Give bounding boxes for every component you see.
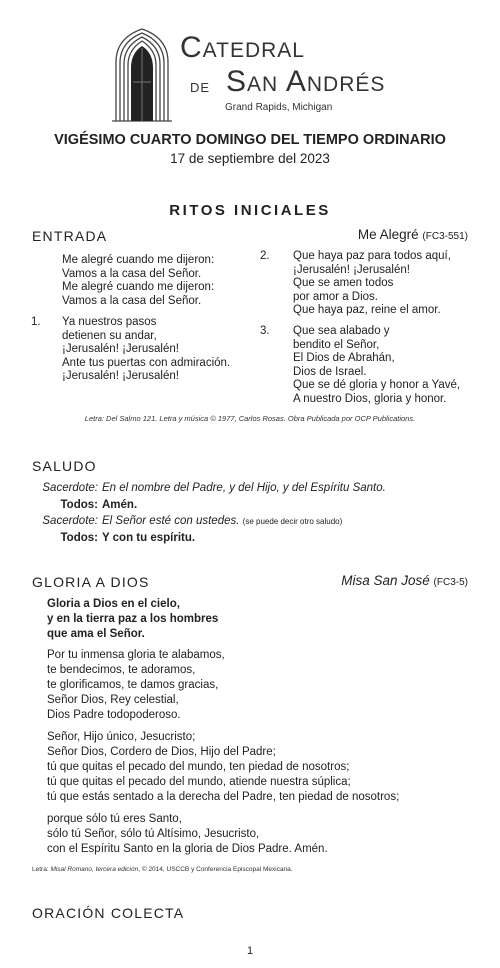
verse-line: detienen su andar, xyxy=(62,329,157,342)
cathedral-window-icon xyxy=(112,26,172,122)
verse-number: 3. xyxy=(260,325,270,337)
verse-line: bendito el Señor, xyxy=(293,338,380,351)
verse-line: A nuestro Dios, gloria y honor. xyxy=(293,392,447,405)
gloria-line: que ama el Señor. xyxy=(47,628,145,640)
speaker: Sacerdote: xyxy=(42,515,98,527)
verse-line: Que sea alabado y xyxy=(293,325,390,337)
response: El Señor esté con ustedes. xyxy=(102,515,240,527)
verse-number: 1. xyxy=(31,316,41,328)
dialogue-row xyxy=(40,480,480,496)
gloria-line: tú que quitas el pecado del mundo, ten piedad de nosotros; xyxy=(47,761,350,773)
mass-title: Misa San José xyxy=(341,573,430,588)
gloria-mass-title xyxy=(341,573,468,588)
verse-line: Que se dé gloria y honor a Yavé, xyxy=(293,379,461,391)
gloria-stanza-3 xyxy=(47,812,328,857)
verse-line: Que haya paz, reine el amor. xyxy=(293,304,441,316)
verse-line: Ya nuestros pasos xyxy=(62,316,157,328)
verse-line: Vamos a la casa del Señor. xyxy=(62,294,202,307)
gloria-line: Gloria a Dios en el cielo, xyxy=(47,598,180,610)
speaker: Sacerdote: xyxy=(42,482,98,494)
header-city: Grand Rapids, Michigan xyxy=(225,102,333,113)
verse-line: por amor a Dios. xyxy=(293,290,379,303)
verse-line: Que se amen todos xyxy=(293,277,394,289)
header-name-line2: San Andrés xyxy=(226,65,386,98)
credit-rest: , © 2014, USCCB y Conferencia Episcopal Mexicana. xyxy=(138,866,293,873)
gloria-line: con el Espíritu Santo en la gloria de Dios Padre. Amén. xyxy=(47,843,328,855)
entrada-verse-1 xyxy=(62,316,230,384)
gloria-line: Señor Dios, Rey celestial, xyxy=(47,694,179,706)
verse-line: Dios de Israel. xyxy=(293,365,367,378)
gloria-line: Dios Padre todopoderoso. xyxy=(47,709,181,721)
gloria-line: porque sólo tú eres Santo, xyxy=(47,813,182,825)
gloria-line: te glorificamos, te damos gracias, xyxy=(47,679,219,691)
entrada-label: ENTRADA xyxy=(32,228,108,244)
dialogue-row xyxy=(40,530,480,546)
credit-source: Misal Romano, tercera edición xyxy=(50,866,139,873)
header-name-line1: Catedral xyxy=(180,31,305,64)
gloria-line: y en la tierra paz a los hombres xyxy=(47,613,219,625)
verse-line: ¡Jerusalén! ¡Jerusalén! xyxy=(293,263,410,276)
response: Amén. xyxy=(102,498,138,511)
gloria-refrain xyxy=(47,597,218,642)
verse-line: Ante tus puertas con admiración. xyxy=(62,356,231,369)
verse-line: Me alegré cuando me dijeron: xyxy=(62,281,215,293)
gloria-line: Por tu inmensa gloria te alabamos, xyxy=(47,649,225,661)
entrada-verse-3 xyxy=(293,325,460,406)
page-date: 17 de septiembre del 2023 xyxy=(170,151,330,166)
verse-line: ¡Jerusalén! ¡Jerusalén! xyxy=(62,370,179,382)
page-number: 1 xyxy=(246,945,254,957)
song-title: Me Alegré xyxy=(357,227,419,242)
verse-line: Me alegré cuando me dijeron: xyxy=(62,254,215,266)
speaker: Todos: xyxy=(60,531,98,544)
rites-heading: RITOS INICIALES xyxy=(169,202,331,219)
rubric-note: (se puede decir otro saludo) xyxy=(242,517,343,526)
gloria-stanza-1 xyxy=(47,648,225,723)
verse-line: ¡Jerusalén! ¡Jerusalén! xyxy=(62,343,179,355)
entrada-refrain xyxy=(62,254,214,308)
speaker: Todos: xyxy=(60,498,98,511)
gloria-line: tú que estás sentado a la derecha del Padre, ten piedad de nosotros; xyxy=(47,791,400,803)
oracion-label: ORACIÓN COLECTA xyxy=(32,905,185,921)
verse-number: 2. xyxy=(260,250,270,262)
entrada-song-title xyxy=(358,227,468,242)
dialogue-row xyxy=(40,513,480,529)
gloria-credit xyxy=(32,866,293,873)
gloria-line: te bendecimos, te adoramos, xyxy=(47,664,196,676)
saludo-dialogue xyxy=(40,480,480,550)
saludo-label: SALUDO xyxy=(32,458,97,474)
song-ref: (FC3-551) xyxy=(422,231,468,242)
response: Y con tu espíritu. xyxy=(102,531,196,544)
mass-ref: (FC3-5) xyxy=(433,577,468,588)
response-group xyxy=(102,513,342,531)
verse-line: Vamos a la casa del Señor. xyxy=(62,267,202,280)
response: En el nombre del Padre, y del Hijo, y del Espíritu Santo. xyxy=(102,482,386,494)
gloria-line: sólo tú Señor, sólo tú Altísimo, Jesucristo, xyxy=(47,828,260,840)
verse-line: Que haya paz para todos aquí, xyxy=(293,250,451,262)
gloria-line: Señor Dios, Cordero de Dios, Hijo del Padre; xyxy=(47,746,276,758)
gloria-stanza-2 xyxy=(47,730,399,805)
gloria-line: Señor, Hijo único, Jesucristo; xyxy=(47,731,196,743)
entrada-verse-2 xyxy=(293,250,451,318)
gloria-label: GLORIA A DIOS xyxy=(32,574,150,590)
gloria-line: tú que quitas el pecado del mundo, atiende nuestra súplica; xyxy=(47,776,351,788)
verse-line: El Dios de Abrahán, xyxy=(293,352,395,364)
credit-prefix: Letra: xyxy=(32,866,49,873)
entrada-credit: Letra: Del Salmo 121. Letra y música © 1977, Carlos Rosas. Obra Publicada por OCP Publications. xyxy=(84,414,416,423)
header-name-de: de xyxy=(190,76,211,97)
page-title: VIGÉSIMO CUARTO DOMINGO DEL TIEMPO ORDINARIO xyxy=(54,132,446,148)
dialogue-row xyxy=(40,497,480,513)
